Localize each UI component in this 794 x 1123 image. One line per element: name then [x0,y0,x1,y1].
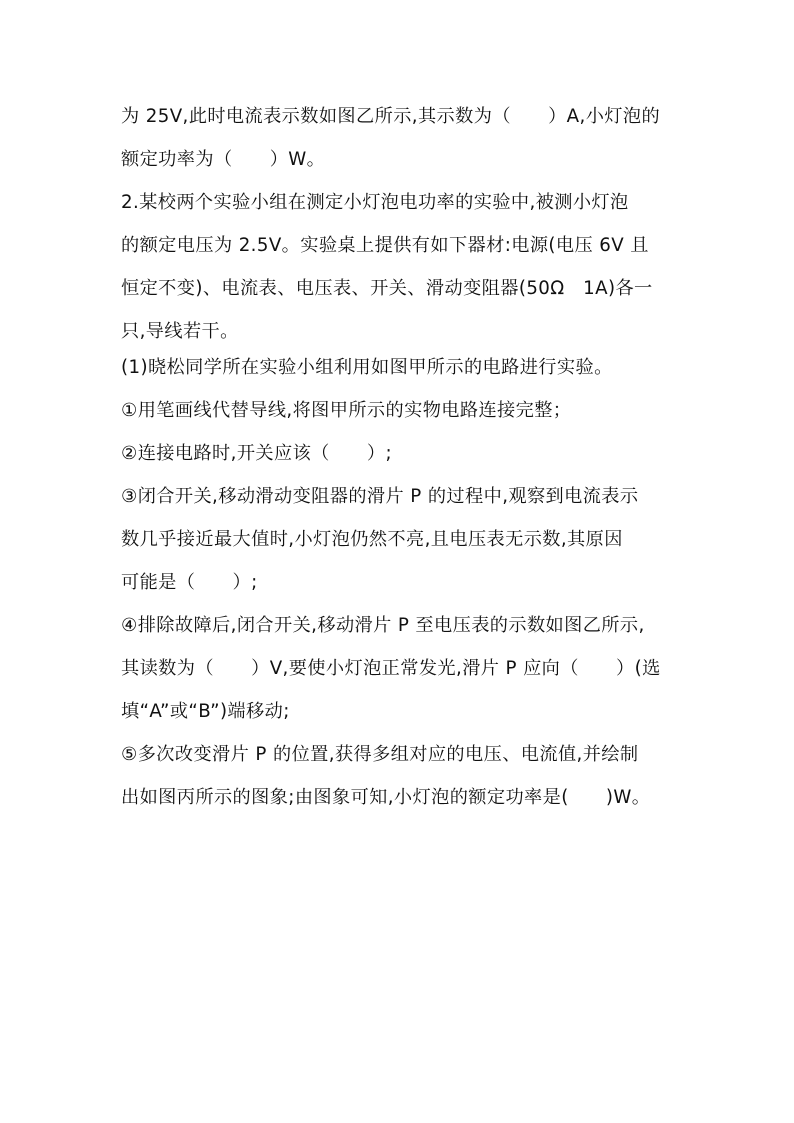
text-line-6: 只,导线若干。 [121,321,239,342]
text-line-15: 填“A”或“B”)端移动; [121,701,290,722]
text-line-13: ④排除故障后,闭合开关,移动滑片 P 至电压表的示数如图乙所示, [121,615,645,636]
text-line-17: 出如图丙所示的图象;由图象可知,小灯泡的额定功率是( )W。 [121,787,651,808]
text-line-5: 恒定不变)、电流表、电压表、开关、滑动变阻器(50Ω 1A)各一 [121,278,653,299]
text-line-8: ①用笔画线代替导线,将图甲所示的实物电路连接完整； [121,400,572,421]
text-line-9: ②连接电路时,开关应该（ ）; [121,443,393,464]
text-line-4: 的额定电压为 2.5V。实验桌上提供有如下器材:电源(电压 6V 且 [121,235,649,256]
text-line-7: (1)晓松同学所在实验小组利用如图甲所示的电路进行实验。 [121,357,613,378]
text-line-12: 可能是（ ）; [121,572,258,593]
text-line-2: 额定功率为（ ）W。 [121,149,326,170]
text-line-14: 其读数为（ ）V,要使小灯泡正常发光,滑片 P 应向（ ）(选 [121,658,661,679]
text-line-11: 数几乎接近最大值时,小灯泡仍然不亮,且电压表无示数,其原因 [121,529,623,550]
text-line-16: ⑤多次改变滑片 P 的位置,获得多组对应的电压、电流值,并绘制 [121,744,639,765]
text-line-10: ③闭合开关,移动滑动变阻器的滑片 P 的过程中,观察到电流表示 [121,486,639,507]
text-line-3: 2.某校两个实验小组在测定小灯泡电功率的实验中,被测小灯泡 [121,192,629,213]
text-line-1: 为 25V,此时电流表示数如图乙所示,其示数为（ ）A,小灯泡的 [121,106,661,127]
